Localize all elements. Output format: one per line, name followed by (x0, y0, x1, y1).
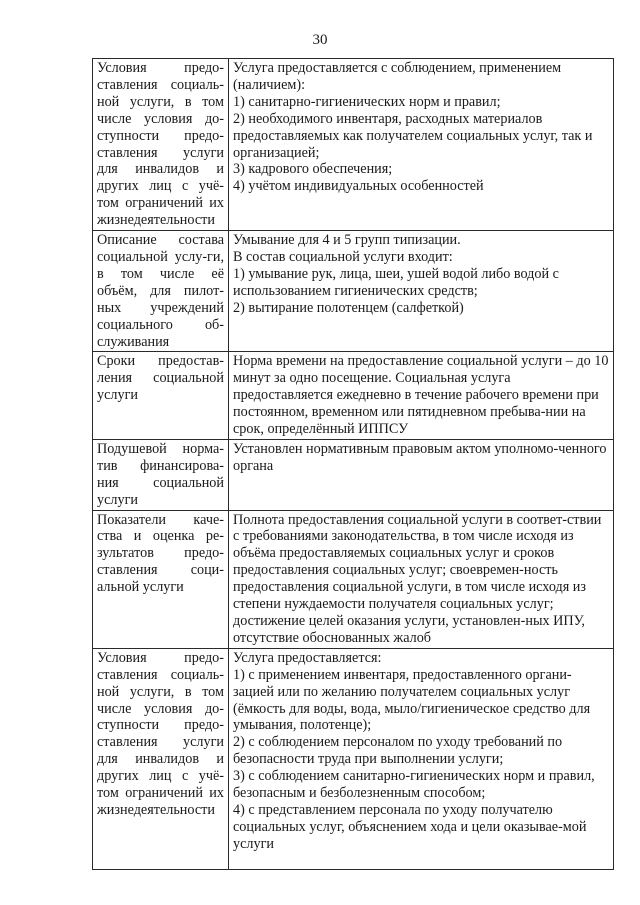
content-paragraph: Установлен нормативным правовым актом уполномо-ченного органа (233, 440, 607, 474)
content-paragraph: 1) санитарно-гигиенических норм и правил; (233, 93, 501, 110)
content-paragraph: 3) кадрового обеспечения; (233, 161, 393, 178)
row-content (229, 231, 614, 352)
table-row (93, 510, 614, 648)
content-paragraph: 2) необходимого инвентаря, расходных материалов предоставляемых как получателем социальных услуг, так и организацией; (233, 110, 593, 161)
table-row (93, 59, 614, 231)
row-content (229, 648, 614, 869)
row-label: Описание состава социальной услу-ги, в том числе её объём, для пилот-ных учреждений социального об-служивания (93, 231, 229, 352)
service-description-table (92, 58, 614, 870)
content-paragraph: 1) умывание рук, лица, шеи, ушей водой либо водой с использованием гигиенических средств; (233, 265, 559, 299)
table-row (93, 439, 614, 510)
content-paragraph: Услуга предоставляется с соблюдением, применением (наличием): (233, 60, 562, 93)
page-number: 30 (312, 32, 328, 48)
row-label: Показатели каче-ства и оценка ре-зультатов предо-ставления соци-альной услуги (93, 510, 229, 648)
content-paragraph: Услуга предоставляется: (233, 649, 382, 666)
table-row (93, 648, 614, 869)
content-paragraph: 1) с применением инвентаря, предоставленного органи-зацией или по желанию получателем социальных услуг (ёмкость для воды, вода, мыло/гигиеническое средство для умывания, полотенце); (233, 666, 591, 734)
row-content (229, 439, 614, 510)
content-paragraph: В состав социальной услуги входит: (233, 248, 453, 265)
row-label: Условия предо-ставления социаль-ной услуги, в том числе условия до-ступности предо-ставления услуги для инвалидов и других лиц с учё-том ограничений их жизнедеятельности (93, 648, 229, 869)
content-paragraph: Полнота предоставления социальной услуги в соответ-ствии с требованиями законодательства, в том числе исходя из объёма предоставляемых социальных услуг и сроков предоставления социальных услуг; своевремен-ность предоставления социальной услуги, в том числе исходя из степени нуждаемости получателя социальных услуг; достижение целей оказания услуги, установлен-ных ИПУ, отсутствие обоснованных жалоб (233, 511, 602, 646)
content-paragraph: 4) учётом индивидуальных особенностей (233, 178, 484, 195)
content-paragraph: 2) вытирание полотенцем (салфеткой) (233, 299, 464, 316)
row-content (229, 510, 614, 648)
row-content (229, 352, 614, 440)
table-row (93, 352, 614, 440)
row-label: Условия предо-ставления социаль-ной услуги, в том числе условия до-ступности предо-ставления услуги для инвалидов и других лиц с учё-том ограничений их жизнедеятельности (93, 59, 229, 231)
content-paragraph: Умывание для 4 и 5 групп типизации. (233, 232, 461, 249)
content-paragraph: 2) с соблюдением персоналом по уходу требований по безопасности труда при выполнении услуги; (233, 734, 563, 768)
row-label: Сроки предостав-ления социальной услуги (93, 352, 229, 440)
content-paragraph: 4) с представлением персонала по уходу получателю социальных услуг, объяснением хода и цели оказывае-мой услуги (233, 801, 587, 852)
row-content (229, 59, 614, 231)
row-label: Подушевой норма-тив финансирова-ния социальной услуги (93, 439, 229, 510)
content-paragraph: Норма времени на предоставление социальной услуги – до 10 минут за одно посещение. Социальная услуга предоставляется ежедневно в течение рабочего времени при постоянном, временном или пятидневном пребыва-нии на срок, определённый ИППСУ (233, 353, 609, 438)
table-row (93, 231, 614, 352)
content-paragraph: 3) с соблюдением санитарно-гигиенических норм и правил, безопасным и безболезненным способом; (233, 768, 595, 802)
